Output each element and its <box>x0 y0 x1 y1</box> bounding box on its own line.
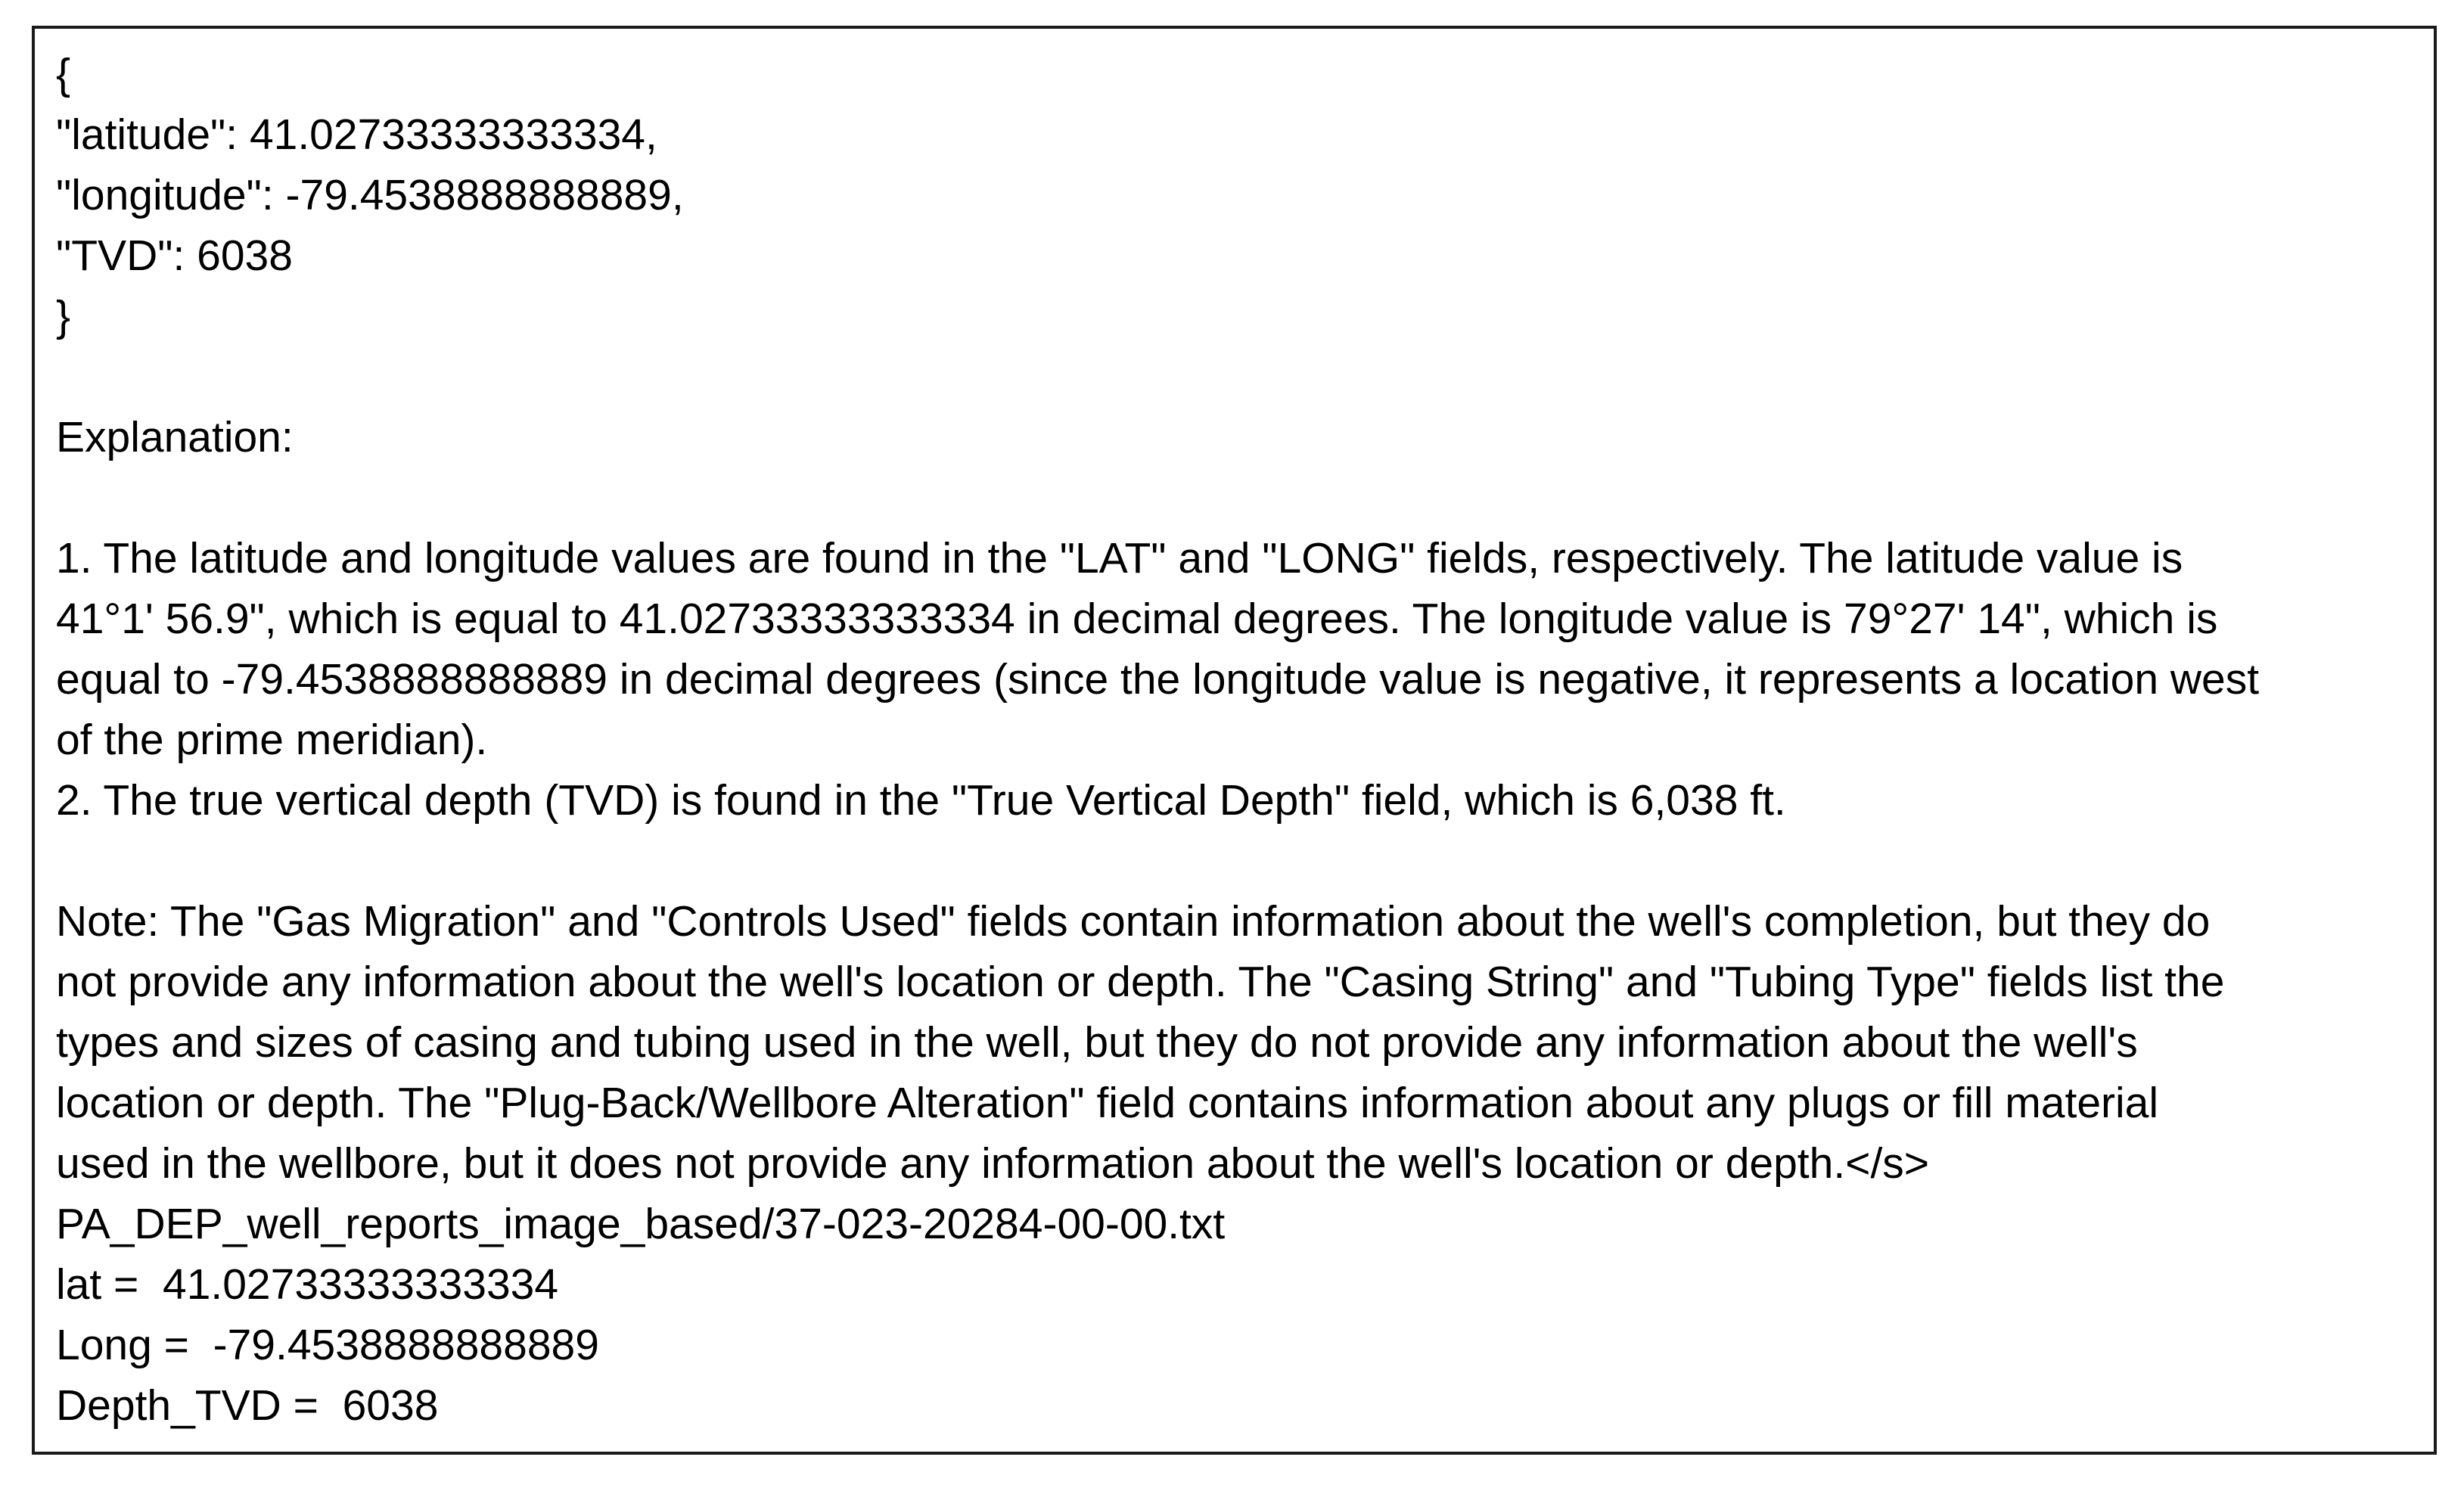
long-value: Long = -79.4538888888889 <box>56 1321 599 1369</box>
document-content <box>56 44 2416 1436</box>
explanation-line: 2. The true vertical depth (TVD) is found in the "True Vertical Depth" field, which is 6,038 ft. <box>56 776 1786 825</box>
note-line: types and sizes of casing and tubing used in the well, but they do not provide any information about the well's <box>56 1018 2138 1067</box>
file-path: PA_DEP_well_reports_image_based/37-023-20284-00-00.txt <box>56 1200 1226 1248</box>
json-open-brace: { <box>56 50 71 98</box>
note-line: not provide any information about the well's location or depth. The "Casing String" and "Tubing Type" fields list the <box>56 958 2225 1006</box>
depth-tvd-value: Depth_TVD = 6038 <box>56 1381 439 1430</box>
spacer <box>56 346 2416 407</box>
explanation-heading: Explanation: <box>56 413 294 461</box>
spacer <box>56 467 2416 528</box>
note-line: used in the wellbore, but it does not provide any information about the well's location or depth.</s> <box>56 1139 1930 1188</box>
json-longitude-line: "longitude": -79.4538888888889, <box>56 171 684 219</box>
explanation-body <box>56 528 2416 831</box>
note-line: location or depth. The "Plug-Back/Wellbore Alteration" field contains information about any plugs or fill material <box>56 1079 2159 1127</box>
spacer <box>56 831 2416 891</box>
lat-value: lat = 41.02733333333334 <box>56 1260 559 1309</box>
json-output-block <box>56 44 2416 346</box>
summary-block <box>56 1194 2416 1436</box>
note-line: Note: The "Gas Migration" and "Controls Used" fields contain information about the well's completion, but they do <box>56 897 2211 946</box>
explanation-line: equal to -79.4538888888889 in decimal degrees (since the longitude value is negative, it represents a location west <box>56 655 2260 704</box>
json-tvd-line: "TVD": 6038 <box>56 231 293 280</box>
explanation-line: 41°1' 56.9", which is equal to 41.02733333333334 in decimal degrees. The longitude value is 79°27' 14", which is <box>56 595 2218 643</box>
json-close-brace: } <box>56 292 71 340</box>
explanation-line: 1. The latitude and longitude values are found in the "LAT" and "LONG" fields, respectively. The latitude value is <box>56 534 2183 582</box>
json-latitude-line: "latitude": 41.02733333333334, <box>56 110 657 159</box>
explanation-line: of the prime meridian). <box>56 716 488 764</box>
note-body <box>56 891 2416 1194</box>
